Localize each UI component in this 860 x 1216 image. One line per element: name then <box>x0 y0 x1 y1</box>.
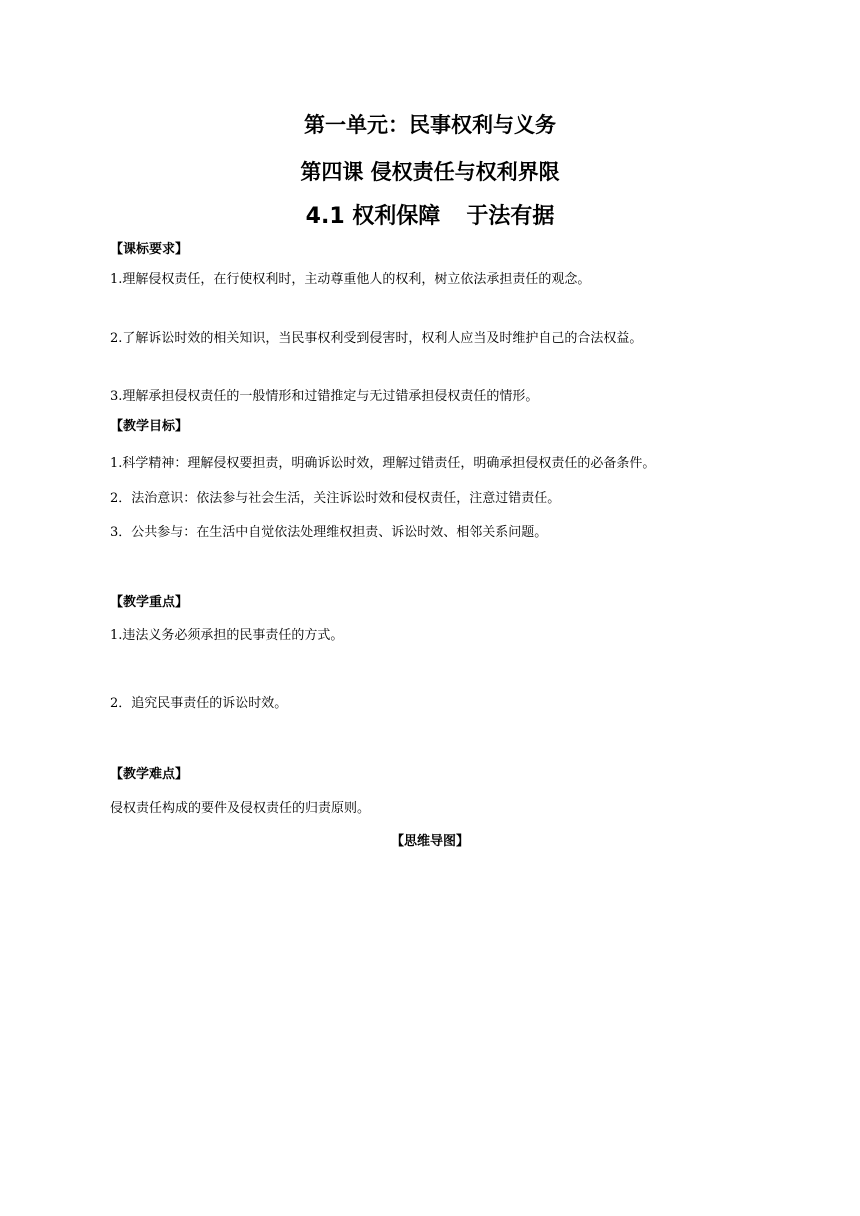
standards-heading: 【课标要求】 <box>110 242 189 257</box>
key-points-item: 1.违法义务必须承担的民事责任的方式。 <box>110 628 344 643</box>
section-title-tail: 于法有据 <box>466 204 555 229</box>
section-title <box>0 203 860 231</box>
standards-item: 3.理解承担侵权责任的一般情形和过错推定与无过错承担侵权责任的情形。 <box>110 389 539 404</box>
lesson-title: 第四课 侵权责任与权利界限 <box>300 160 560 184</box>
objectives-item: 3．公共参与：在生活中自觉依法处理维权担责、诉讼时效、相邻关系问题。 <box>110 525 548 540</box>
unit-title: 第一单元：民事权利与义务 <box>304 113 556 137</box>
difficulties-item: 侵权责任构成的要件及侵权责任的归责原则。 <box>110 801 371 816</box>
mind-map-heading: 【思维导图】 <box>390 834 469 849</box>
difficulties-heading: 【教学难点】 <box>110 767 189 782</box>
key-points-item: 2．追究民事责任的诉讼时效。 <box>110 696 288 711</box>
objectives-heading: 【教学目标】 <box>110 419 189 434</box>
objectives-item: 2．法治意识：依法参与社会生活，关注诉讼时效和侵权责任，注意过错责任。 <box>110 491 561 506</box>
standards-item: 2.了解诉讼时效的相关知识，当民事权利受到侵害时，权利人应当及时维护自己的合法权益。 <box>110 331 643 346</box>
key-points-heading: 【教学重点】 <box>110 595 189 610</box>
standards-item: 1.理解侵权责任，在行使权利时，主动尊重他人的权利，树立依法承担责任的观念。 <box>110 272 591 287</box>
objectives-item: 1.科学精神：理解侵权要担责，明确诉讼时效，理解过错责任，明确承担侵权责任的必备条件。 <box>110 456 656 471</box>
section-title-main: 4.1 权利保障 <box>305 204 441 229</box>
